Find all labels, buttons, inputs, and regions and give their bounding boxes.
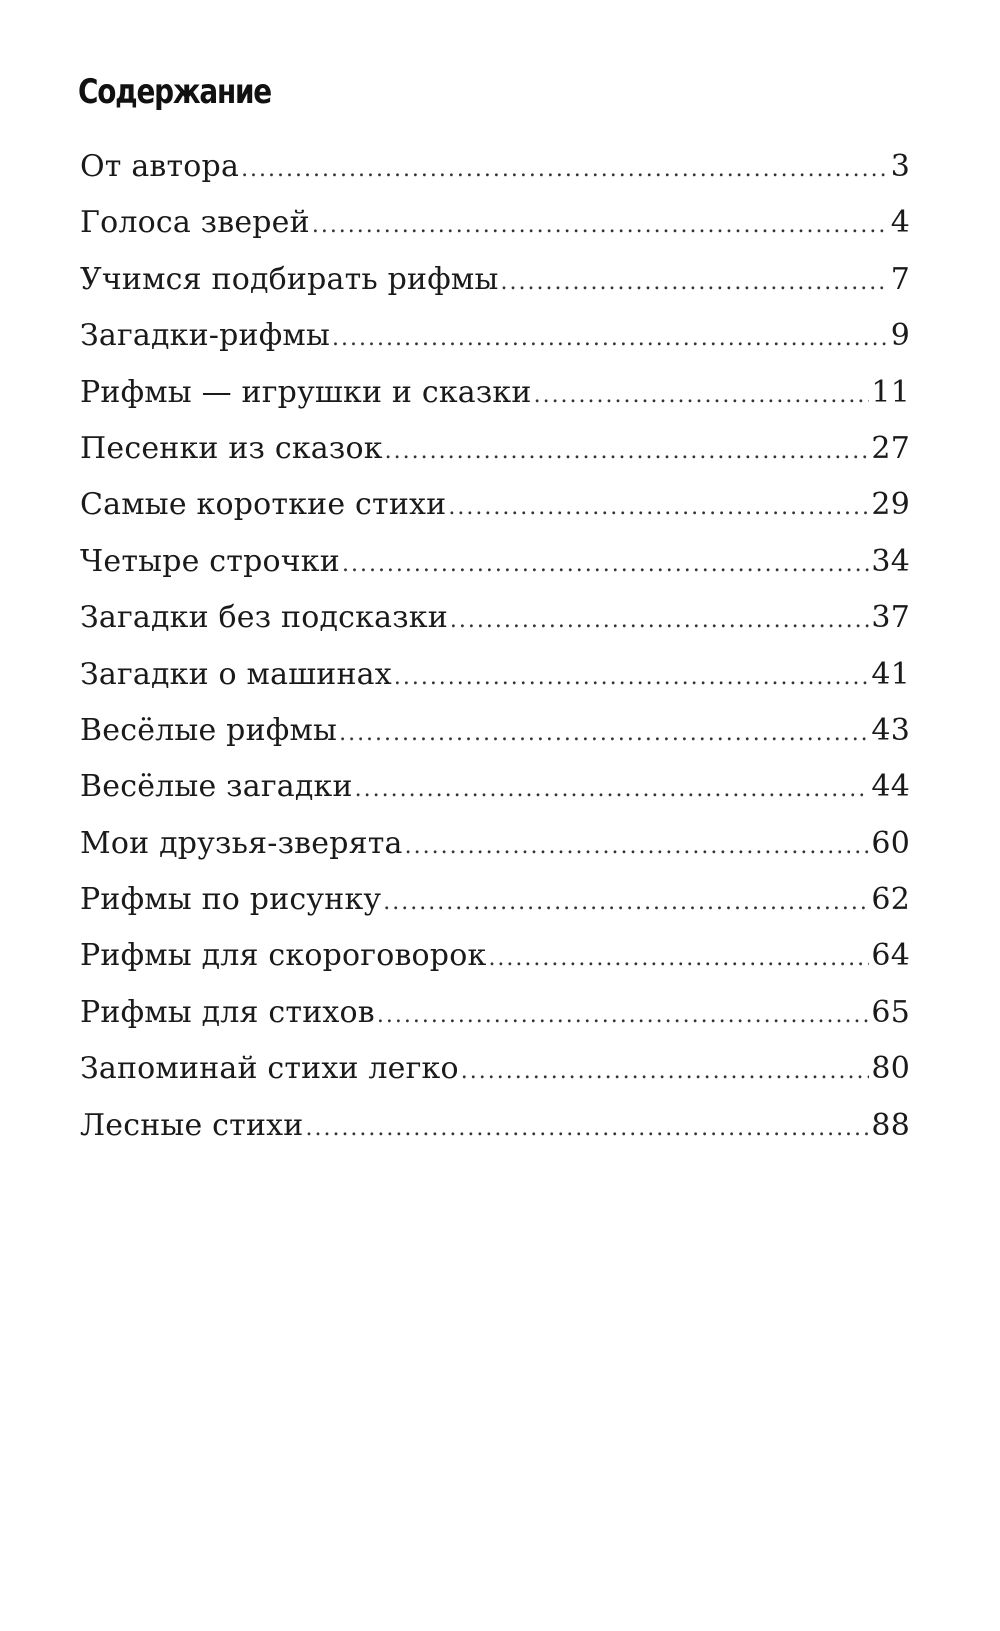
toc-leader-dots <box>339 712 869 756</box>
toc-entry-page: 62 <box>871 882 910 918</box>
toc-entry-title: Рифмы для стихов <box>80 994 375 1030</box>
toc-entry-title: Песенки из сказок <box>80 430 383 466</box>
toc-entry-page: 88 <box>871 1107 910 1143</box>
table-of-contents <box>80 145 910 1160</box>
toc-leader-dots <box>461 1050 870 1094</box>
toc-leader-dots <box>385 430 870 474</box>
toc-entry[interactable] <box>80 709 910 765</box>
toc-entry-page: 27 <box>871 430 910 466</box>
toc-entry-title: Самые короткие стихи <box>80 487 447 523</box>
toc-entry[interactable] <box>80 483 910 539</box>
toc-entry[interactable] <box>80 991 910 1047</box>
toc-entry-title: Мои друзья-зверята <box>80 825 403 861</box>
toc-entry-title: Загадки без подсказки <box>80 600 448 636</box>
toc-leader-dots <box>342 543 869 587</box>
toc-entry-title: Загадки о машинах <box>80 656 392 692</box>
toc-entry-title: От автора <box>80 149 240 184</box>
toc-entry-page: 9 <box>890 318 910 354</box>
toc-entry-page: 60 <box>871 825 910 861</box>
toc-entry[interactable] <box>80 765 910 821</box>
toc-entry-title: Запоминай стихи легко <box>80 1051 459 1087</box>
toc-entry-title: Весёлые рифмы <box>80 712 338 748</box>
toc-entry[interactable] <box>80 653 910 709</box>
toc-leader-dots <box>383 881 869 925</box>
toc-entry[interactable] <box>80 371 910 427</box>
toc-entry-page: 37 <box>871 600 910 636</box>
toc-entry[interactable] <box>80 822 910 878</box>
toc-entry-title: Голоса зверей <box>80 205 310 241</box>
toc-entry-page: 80 <box>871 1051 910 1087</box>
toc-entry[interactable] <box>80 258 910 314</box>
toc-entry-title: Рифмы по рисунку <box>80 882 382 918</box>
toc-leader-dots <box>312 204 889 248</box>
toc-entry-title: Учимся подбирать рифмы <box>80 261 499 297</box>
toc-entry-title: Весёлые загадки <box>80 769 353 805</box>
toc-entry-page: 65 <box>871 994 910 1030</box>
toc-leader-dots <box>377 994 870 1038</box>
toc-entry[interactable] <box>80 145 910 201</box>
toc-leader-dots <box>355 768 870 812</box>
toc-leader-dots <box>405 825 870 869</box>
toc-entry[interactable] <box>80 427 910 483</box>
toc-entry[interactable] <box>80 934 910 990</box>
toc-leader-dots <box>305 1107 869 1151</box>
toc-leader-dots <box>534 374 870 418</box>
toc-entry-title: Загадки-рифмы <box>80 318 331 354</box>
toc-entry-title: Рифмы — игрушки и сказки <box>80 374 532 410</box>
page-heading: Содержание <box>78 72 271 112</box>
toc-entry-page: 44 <box>871 769 910 805</box>
toc-entry-page: 4 <box>890 205 910 241</box>
toc-entry[interactable] <box>80 1047 910 1103</box>
toc-entry-page: 11 <box>871 374 910 410</box>
toc-entry-page: 41 <box>871 656 910 692</box>
toc-entry-title: Рифмы для скороговорок <box>80 938 487 974</box>
toc-entry[interactable] <box>80 1104 910 1160</box>
toc-entry-page: 43 <box>871 712 910 748</box>
toc-leader-dots <box>448 486 869 530</box>
toc-entry-page: 64 <box>871 938 910 974</box>
toc-leader-dots <box>241 148 889 192</box>
toc-entry-page: 29 <box>871 487 910 523</box>
toc-entry[interactable] <box>80 596 910 652</box>
toc-leader-dots <box>501 261 889 305</box>
toc-leader-dots <box>450 599 870 643</box>
toc-entry-page: 34 <box>871 543 910 579</box>
toc-entry-page: 7 <box>890 261 910 297</box>
toc-entry-title: Лесные стихи <box>80 1107 304 1143</box>
toc-entry[interactable] <box>80 201 910 257</box>
toc-entry[interactable] <box>80 540 910 596</box>
toc-leader-dots <box>332 317 889 361</box>
toc-leader-dots <box>488 937 869 981</box>
toc-entry-page: 3 <box>890 149 910 184</box>
toc-entry-title: Четыре строчки <box>80 543 340 579</box>
toc-entry[interactable] <box>80 314 910 370</box>
toc-leader-dots <box>394 656 870 700</box>
toc-entry[interactable] <box>80 878 910 934</box>
